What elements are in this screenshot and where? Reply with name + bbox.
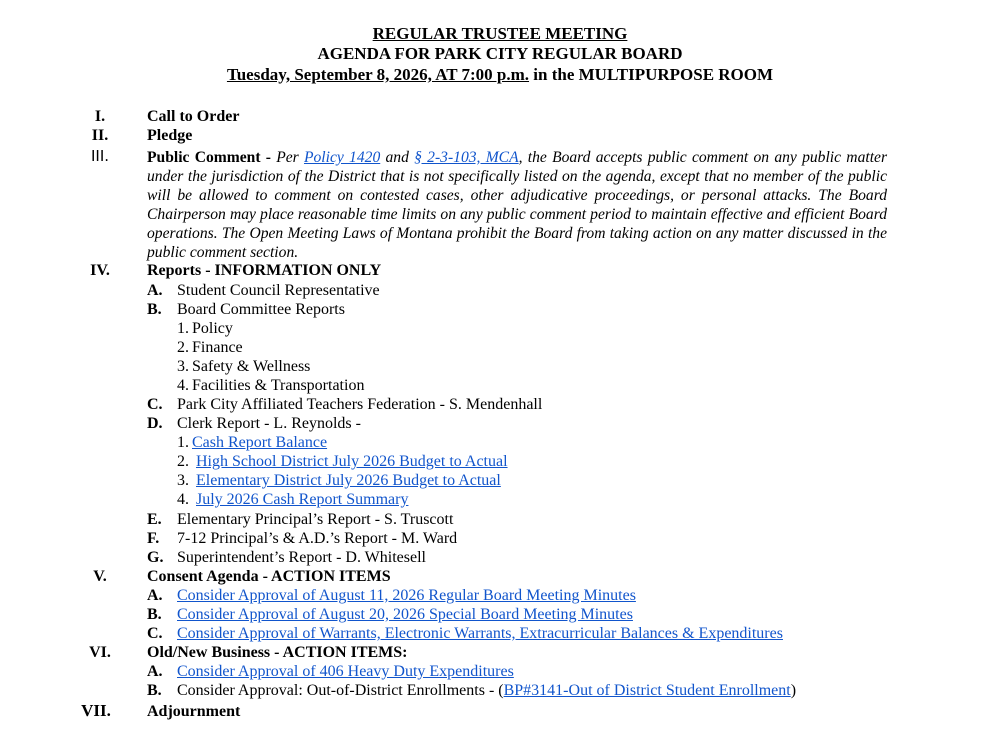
item-letter: B. <box>147 606 162 623</box>
section-old-new-business: Old/New Business - ACTION ITEMS: <box>147 644 408 661</box>
item-letter: E. <box>147 511 162 528</box>
item-letter: C. <box>147 396 163 413</box>
meeting-date: Tuesday, September 8, 2026, AT 7:00 p.m. <box>226 65 530 84</box>
report-teachers-federation: Park City Affiliated Teachers Federation - S. Mendenhall <box>177 396 543 413</box>
report-superintendent: Superintendent’s Report - D. Whitesell <box>177 549 426 566</box>
item-letter: B. <box>147 301 162 318</box>
section-pledge: Pledge <box>147 127 193 144</box>
sub-number: 2. <box>177 339 189 356</box>
public-comment-paragraph <box>147 148 887 263</box>
agenda-title: AGENDA FOR PARK CITY REGULAR BOARD <box>317 44 683 63</box>
section-consent-agenda: Consent Agenda - ACTION ITEMS <box>147 568 391 585</box>
section-numeral: VII. <box>81 701 111 720</box>
section-numeral: IV. <box>90 262 110 279</box>
item-letter: A. <box>147 587 163 604</box>
committee-facilities-transportation: Facilities & Transportation <box>192 377 365 394</box>
approve-out-of-district-enrollments <box>177 681 796 700</box>
policy-1420-link[interactable]: Policy 1420 <box>303 149 381 166</box>
sub-number: 3. <box>177 358 189 375</box>
committee-safety-wellness: Safety & Wellness <box>192 358 311 375</box>
meeting-location: in the MULTIPURPOSE ROOM <box>529 65 774 84</box>
section-call-to-order: Call to Order <box>147 108 240 125</box>
section-numeral: I. <box>94 108 106 125</box>
report-board-committee: Board Committee Reports <box>177 301 345 318</box>
elem-budget-to-actual-link[interactable]: Elementary District July 2026 Budget to Actual <box>196 472 501 489</box>
sub-number: 1. <box>177 434 189 451</box>
item-letter: F. <box>147 530 160 547</box>
committee-finance: Finance <box>192 339 243 356</box>
section-numeral: III. <box>90 147 110 165</box>
item-letter: G. <box>147 549 164 566</box>
item-letter: C. <box>147 625 163 642</box>
enrollment-item-close: ) <box>790 682 797 699</box>
report-elementary-principal: Elementary Principal’s Report - S. Truscott <box>177 511 454 528</box>
committee-policy: Policy <box>192 320 233 337</box>
report-clerk: Clerk Report - L. Reynolds - <box>177 415 361 432</box>
item-letter: B. <box>147 682 162 699</box>
approve-warrants-link[interactable]: Consider Approval of Warrants, Electronic Warrants, Extracurricular Balances & Expenditures <box>177 625 783 642</box>
approve-aug-20-minutes-link[interactable]: Consider Approval of August 20, 2026 Special Board Meeting Minutes <box>177 606 633 623</box>
public-comment-text: and <box>380 149 415 166</box>
meeting-datetime-location <box>0 65 1000 85</box>
cash-report-summary-link[interactable]: July 2026 Cash Report Summary <box>196 491 409 508</box>
public-comment-text: , the Board accepts public comment on any public matter under the jurisdiction of the District that is not specifically listed on the agenda, except that no member of the public will be allowed to comment on contested cases, other adjudicative proceedings, or personal attacks. The Board Chairperson may place reasonable time limits on any public comment period to maintain effective and efficient Board operations. The Open Meeting Laws of Montana prohibit the Board from taking action on any matter discussed in the public comment section. <box>147 149 888 262</box>
section-numeral: V. <box>93 568 107 585</box>
item-letter: A. <box>147 663 163 680</box>
public-comment-title: Public Comment - <box>147 149 277 166</box>
section-adjournment: Adjournment <box>147 703 241 720</box>
sub-number: 4. <box>177 491 189 508</box>
public-comment-text: Per <box>276 149 304 166</box>
section-numeral: VI. <box>89 644 111 661</box>
item-letter: A. <box>147 282 163 299</box>
section-numeral: II. <box>91 127 109 144</box>
approve-406-expenditures-link[interactable]: Consider Approval of 406 Heavy Duty Expenditures <box>177 663 514 680</box>
sub-number: 4. <box>177 377 189 394</box>
item-letter: D. <box>147 415 163 432</box>
sub-number: 3. <box>177 472 189 489</box>
meeting-title: REGULAR TRUSTEE MEETING <box>372 24 628 43</box>
cash-report-balance-link[interactable]: Cash Report Balance <box>192 434 328 451</box>
hs-budget-to-actual-link[interactable]: High School District July 2026 Budget to Actual <box>196 453 508 470</box>
mca-statute-link[interactable]: § 2-3-103, MCA <box>414 149 519 166</box>
approve-aug-11-minutes-link[interactable]: Consider Approval of August 11, 2026 Regular Board Meeting Minutes <box>177 587 636 604</box>
bp-3141-link[interactable]: BP#3141-Out of District Student Enrollment <box>503 682 791 699</box>
enrollment-item-text: Consider Approval: Out-of-District Enrollments - ( <box>177 682 504 699</box>
report-student-council: Student Council Representative <box>177 282 380 299</box>
report-7-12-principal: 7-12 Principal’s & A.D.’s Report - M. Ward <box>177 530 458 547</box>
sub-number: 1. <box>177 320 189 337</box>
sub-number: 2. <box>177 453 189 470</box>
section-reports: Reports - INFORMATION ONLY <box>147 262 382 279</box>
